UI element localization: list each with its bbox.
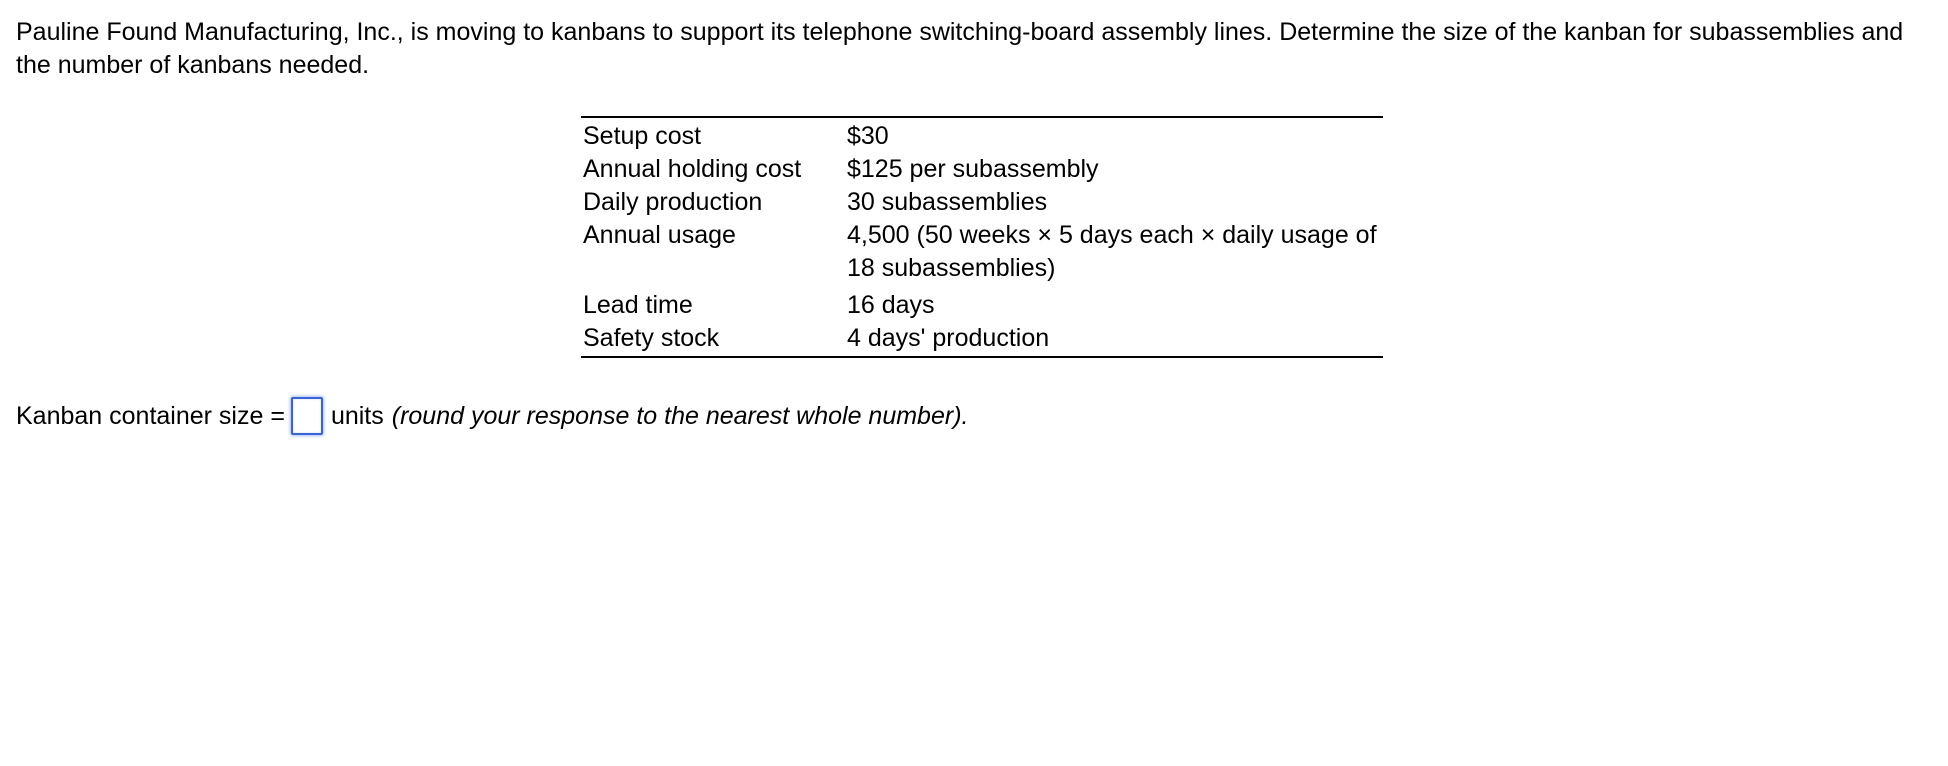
row-label: Daily production <box>583 188 763 216</box>
row-value: 16 days <box>847 291 935 319</box>
answer-prefix: Kanban container size = <box>16 402 285 430</box>
table-row <box>581 186 1383 219</box>
data-table <box>581 116 1383 358</box>
row-value: 4,500 (50 weeks × 5 days each × daily usage of 18 subassemblies) <box>847 221 1377 282</box>
rounding-hint: (round your response to the nearest whole number). <box>391 402 969 430</box>
row-value: $125 per subassembly <box>847 155 1099 183</box>
row-label: Annual usage <box>583 221 736 249</box>
row-label: Safety stock <box>583 324 720 352</box>
row-label: Setup cost <box>583 122 702 150</box>
table-row <box>581 153 1383 186</box>
table-row <box>581 322 1383 357</box>
table-row <box>581 289 1383 322</box>
kanban-size-input[interactable] <box>291 397 323 435</box>
row-label: Annual holding cost <box>583 155 802 183</box>
table-row <box>581 117 1383 153</box>
answer-line <box>16 396 968 436</box>
row-label: Lead time <box>583 291 693 319</box>
row-value: $30 <box>847 122 889 150</box>
row-value: 4 days' production <box>847 324 1050 352</box>
problem-statement: Pauline Found Manufacturing, Inc., is moving to kanbans to support its telephone switching-board assembly lines. Determine the size of the kanban for subassemblies and the number of kanbans needed. <box>16 18 1904 79</box>
table-row <box>581 219 1383 289</box>
row-value: 30 subassemblies <box>847 188 1048 216</box>
answer-units: units <box>330 402 384 430</box>
